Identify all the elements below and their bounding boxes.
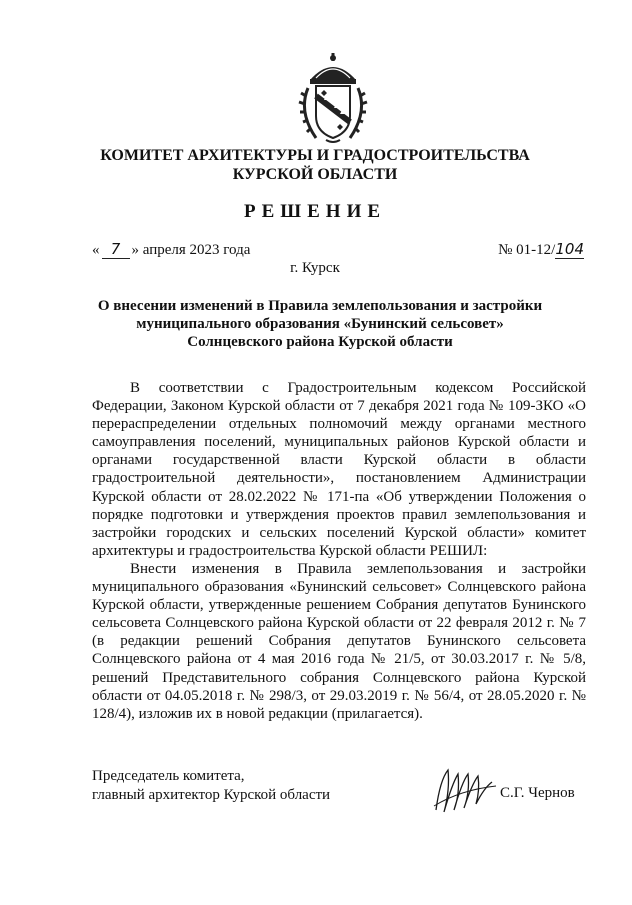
- signatory-name: С.Г. Чернов: [500, 785, 575, 801]
- organization-name-line2: КУРСКОЙ ОБЛАСТИ: [232, 166, 398, 183]
- date-open-quote: «: [92, 242, 100, 258]
- body-paragraph-decision: Внести изменения в Правила землепользования и застройки муниципального образования «Бунинский сельсовет» Солнцевского района Курской области, утвержденные решением Собрания депутатов Бунинского сельсовета Солнцевского района Курской области от 22 февраля 2012 г. № 7 (в редакции решений Собрания депутатов Бунинского сельсовета Солнцевского района от 4 мая 2016 года № 21/5, от 30.03.2017 г. № 5/8, решений Представительного собрания Солнцевского района Курской области от 04.05.2018 г. № 298/3, от 29.03.2019 г. № 56/4, от 28.05.2020 г. № 128/4), изложив их в новой редакции (прилагается).: [92, 560, 586, 722]
- subject-line1: О внесении изменений в Правила землепользования и застройки: [97, 298, 543, 314]
- body-paragraph-preamble: В соответствии с Градостроительным кодексом Российской Федерации, Законом Курской области от 7 декабря 2021 года № 109-ЗКО «О перераспределении отдельных полномочий между органами местного самоуправления поселений, муниципальных районов Курской области и органами государственной власти Курской области в области градостроительной деятельности», постановлением Администрации Курской области от 28.02.2022 № 171-па «Об утверждении Положения о порядке подготовки и утверждения проектов правил землепользования и застройки городских и сельских поселений Курской области» комитет архитектуры и градостроительства Курской области РЕШИЛ:: [92, 380, 586, 559]
- signatory-title: [92, 767, 330, 805]
- date-month-year: » апреля 2023 года: [131, 242, 251, 258]
- document-number-prefix: № 01-12/: [498, 242, 556, 258]
- signatory-title-line2: главный архитектор Курской области: [92, 787, 331, 803]
- document-city: г. Курск: [290, 260, 340, 276]
- signatory-title-line1: Председатель комитета,: [92, 768, 245, 784]
- date-day-handwritten: 7: [102, 240, 130, 259]
- document-number-handwritten: 104: [555, 240, 584, 258]
- handwritten-signature-icon: [430, 760, 500, 820]
- document-number: [498, 240, 584, 259]
- document-type-title: РЕШЕНИЕ: [243, 201, 387, 222]
- organization-name-line1: КОМИТЕТ АРХИТЕКТУРЫ И ГРАДОСТРОИТЕЛЬСТВА: [100, 147, 530, 164]
- document-body: [92, 379, 586, 723]
- subject-line2: муниципального образования «Бунинский сельсовет»: [136, 316, 504, 332]
- document-date: [92, 240, 250, 259]
- kursk-oblast-coat-of-arms-icon: [296, 52, 370, 144]
- subject-line3: Солнцевского района Курской области: [187, 334, 453, 350]
